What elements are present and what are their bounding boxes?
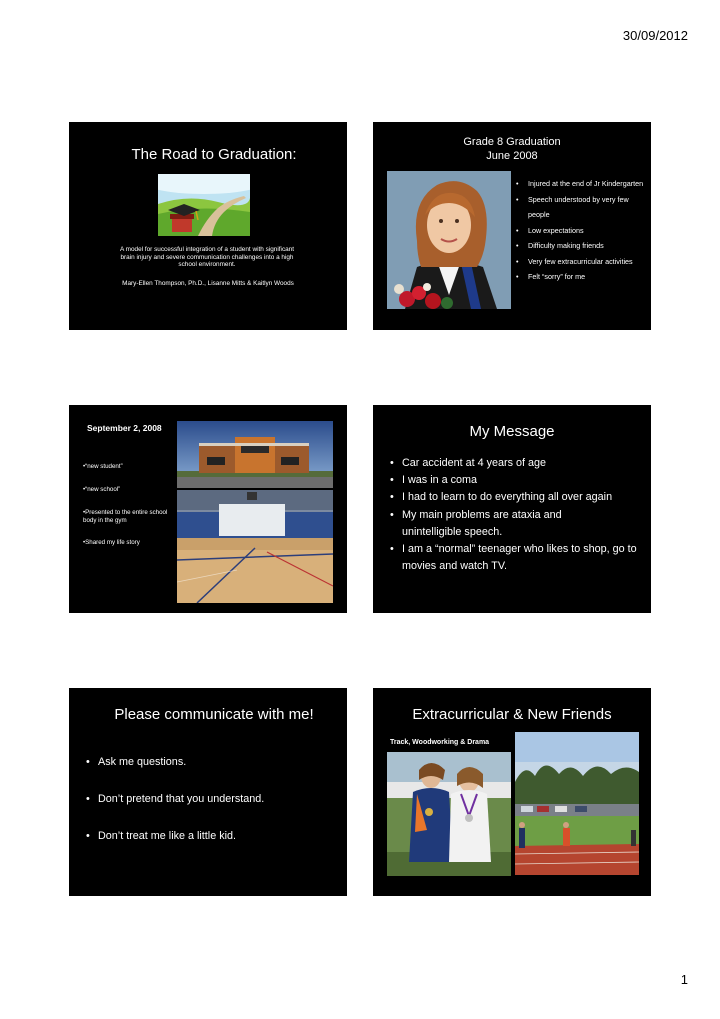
title-line-1: Grade 8 Graduation: [463, 136, 561, 148]
bullet-item: • My main problems are ataxia and unintelligible speech.: [390, 507, 592, 541]
list-item: •Presented to the entire school body in the gym: [83, 509, 168, 524]
slide-subtitle: A model for successful integration of a student with significant brain injury and severe communication challenges into a high school environment.: [119, 246, 295, 269]
bullet-item: • Speech understood by very few people: [516, 192, 646, 223]
bullet-item: • I had to learn to do everything all over again: [390, 489, 642, 506]
bullet-item: • Difficulty making friends: [516, 238, 646, 254]
list-item: •“new school”: [83, 486, 121, 493]
slide-title: My Message: [469, 423, 555, 440]
bullet-item: • Low expectations: [516, 223, 646, 239]
slide-title: Extracurricular & New Friends: [412, 706, 612, 723]
slide-please-communicate: [69, 688, 347, 896]
page-number: 1: [680, 972, 688, 987]
bullet-list: [516, 176, 646, 285]
slide-title: The Road to Graduation:: [131, 146, 297, 163]
slide-my-message: [373, 405, 651, 613]
title-line-2: June 2008: [486, 150, 538, 162]
gymnasium-photo: [177, 490, 333, 603]
road-clipart-image: [158, 174, 250, 236]
bullet-item: • Ask me questions.: [86, 756, 338, 768]
bullet-item: • Don’t pretend that you understand.: [86, 793, 338, 805]
bullet-list: [390, 455, 642, 575]
track-race-photo: [515, 732, 639, 875]
list-item: •“new student”: [83, 463, 123, 470]
slide-title: September 2, 2008: [87, 423, 162, 433]
bullet-item: • I was in a coma: [390, 472, 642, 489]
bullet-item: • Don’t treat me like a little kid.: [86, 830, 338, 842]
bullet-item: • Very few extracurricular activities: [516, 254, 646, 270]
bullet-item: • Felt “sorry” for me: [516, 269, 646, 285]
bullet-item: • Injured at the end of Jr Kindergarten: [516, 176, 646, 192]
print-date: 30/09/2012: [622, 28, 688, 43]
bullet-item: • Car accident at 4 years of age: [390, 455, 642, 472]
slide-title: Please communicate with me!: [114, 706, 314, 723]
slide-grade8-graduation: [373, 122, 651, 330]
slide-caption: Track, Woodworking & Drama: [390, 739, 490, 746]
slide-extracurricular: [373, 688, 651, 896]
school-building-photo: [177, 421, 333, 488]
graduation-portrait-photo: [387, 171, 511, 309]
list-item: •Shared my life story: [83, 539, 140, 546]
slide-title: [433, 135, 591, 163]
track-friends-photo: [387, 752, 511, 876]
bullet-item: • I am a “normal” teenager who likes to shop, go to movies and watch TV.: [390, 541, 642, 575]
slide-september-2008: [69, 405, 347, 613]
slide-authors: Mary-Ellen Thompson, Ph.D., Lisanne Mitts & Kaitlyn Woods: [122, 280, 294, 287]
slide-road-to-graduation: [69, 122, 347, 330]
